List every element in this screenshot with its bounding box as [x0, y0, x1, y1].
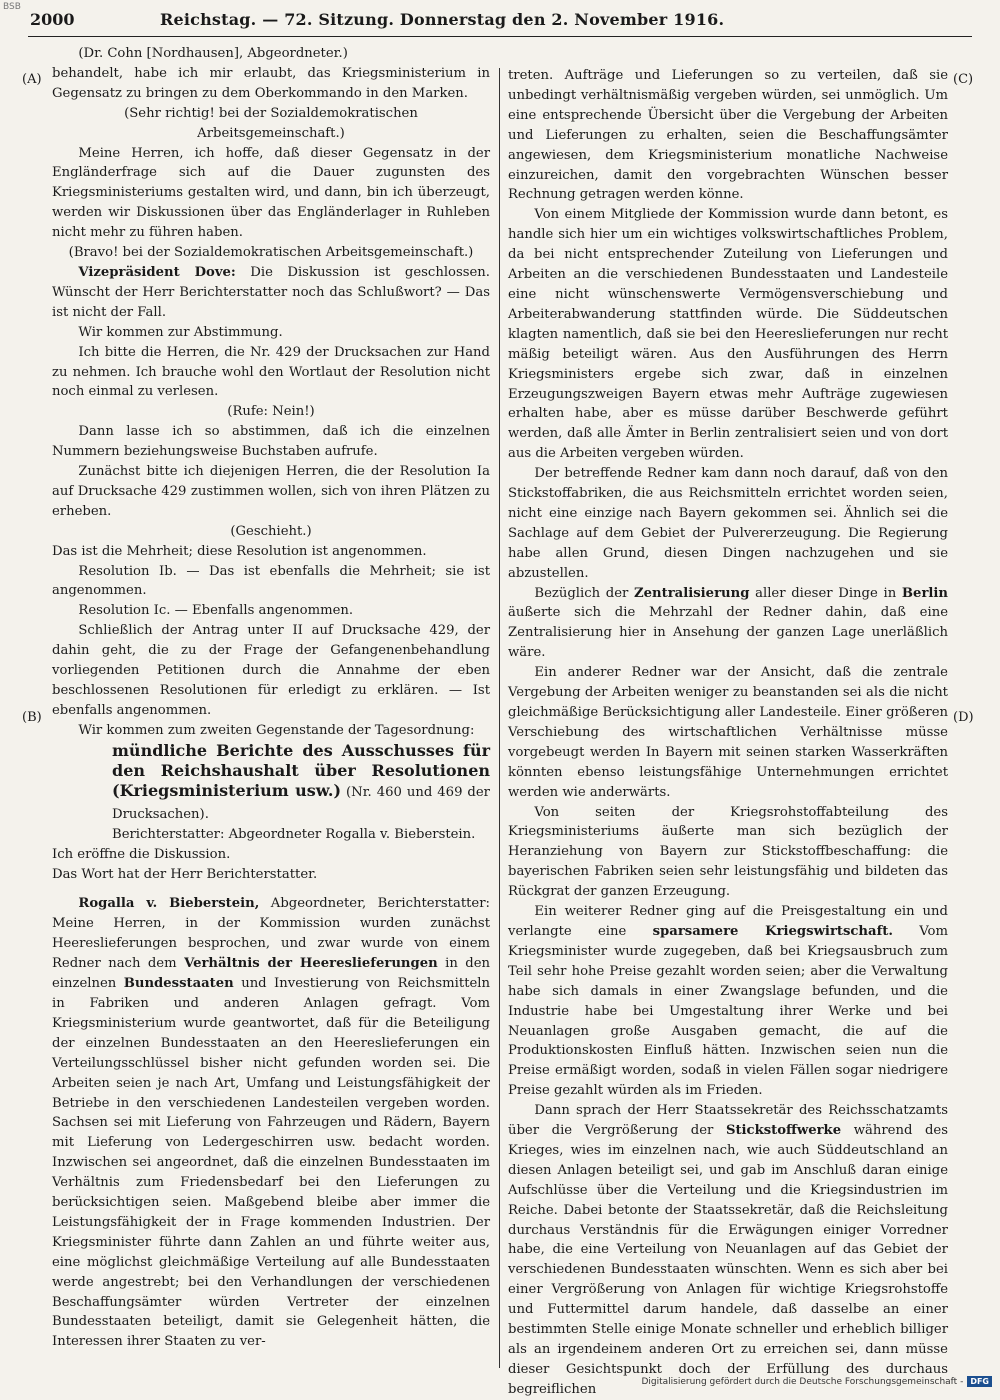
- margin-mark-d: (D): [953, 710, 974, 725]
- margin-mark-a: (A): [22, 72, 42, 87]
- footer-text: Digitalisierung gefördert durch die Deutsche Forschungsgemeinschaft -: [641, 1376, 964, 1387]
- paragraph: Wir kommen zum zweiten Gegenstande der Tagesordnung:: [78, 722, 475, 738]
- dfg-logo: DFG: [967, 1376, 992, 1387]
- paragraph: Der betreffende Redner kam dann noch darauf, daß von den Stickstoffabriken, die aus Reichsmitteln errichtet worden seien, nicht eine einzige nach Bayern gekommen sei. Ähnlich sei die Sachlage auf dem Gebiet der Pulvererzeugung. Die Regierung habe allen Grund, diesen Dingen nachzugehen und sie abzustellen.: [508, 466, 948, 581]
- page-number: 2000: [30, 10, 75, 29]
- column-divider: [499, 68, 500, 1368]
- paragraph: Resolution Ic. — Ebenfalls angenommen.: [78, 603, 354, 619]
- paragraph: Dann lasse ich so abstimmen, daß ich die einzelnen Nummern beziehungsweise Buchstaben aufrufe.: [52, 424, 490, 460]
- paragraph: Bezüglich der Zentralisierung aller dieser Dinge in Berlin äußerte sich die Mehrzahl der Redner dahin, daß eine Zentralisierung hier in Ansehung der ganzen Lage unerläßlich wäre.: [508, 585, 948, 661]
- margin-mark-b: (B): [22, 710, 42, 725]
- speaker-attribution: (Dr. Cohn [Nordhausen], Abgeordneter.): [78, 46, 348, 61]
- paragraph: Ich bitte die Herren, die Nr. 429 der Drucksachen zur Hand zu nehmen. Ich brauche wohl den Wortlaut der Resolution nicht noch einmal zu verlesen.: [52, 344, 490, 400]
- left-column: [52, 44, 490, 1352]
- paragraph: Von einem Mitgliede der Kommission wurde dann betont, es handle sich hier um ein wichtiges volkswirtschaftliches Problem, da bei nicht entsprechender Zuteilung von Lieferungen und Arbeiten an die verschiedenen Bundesstaaten und Landesteile eine nicht wünschenswerte Vermögensverschiebung und Arbeiterabwanderung stattfinden würde. Die Süddeutschen klagten namentlich, daß sie bei den Heereslieferungen nur recht mäßig beteiligt wären. Aus den Ausführungen des Herrn Kriegsministers ergebe sich zwar, daß in einzelnen Erzeugungszweigen Bayern etwas mehr Aufträge zugewiesen erhalten habe, aber es müsse darüber Beschwerde geführt werden, daß alle Ämter in Berlin zentralisiert seien und von dort aus die Arbeiten vergeben würden.: [508, 207, 948, 462]
- paragraph: Ein anderer Redner war der Ansicht, daß die zentrale Vergebung der Arbeiten weniger zu beanstanden sei als die nicht gleichmäßige Berücksichtigung aller Landesteile. Einer größeren Verschiebung des wirtschaftlichen Verhältnisse müsse vorgebeugt werden In Bayern mit seinen starken Wasserkräften könnten ebenso leistungsfähige Unternehmungen errichtet werden wie anderwärts.: [508, 665, 948, 800]
- speaker-name: Vizepräsident Dove:: [78, 264, 236, 280]
- interjection: (Rufe: Nein!): [227, 404, 315, 420]
- paragraph: Zunächst bitte ich diejenigen Herren, die der Resolution Ia auf Drucksache 429 zustimmen wollen, sich von ihren Plätzen zu erheben.: [52, 464, 490, 519]
- paragraph: Vizepräsident Dove: Die Diskussion ist geschlossen. Wünscht der Herr Berichterstatter noch das Schlußwort? — Das ist nicht der Fall.: [52, 264, 490, 320]
- paragraph: Rogalla v. Bieberstein, Abgeordneter, Berichterstatter: Meine Herren, in der Kommission wurden zunächst Heereslieferungen besprochen, und zwar wurde von einem Redner nach dem Verhältnis der Heereslieferungen in den einzelnen Bundesstaaten und Investierung von Reichsmitteln in Fabriken und anderen Anlagen gefragt. Vom Kriegsministerium wurde geantwortet, daß für die Beteiligung der einzelnen Bundesstaaten an den Heereslieferungen ein Verteilungsschlüssel bisher nicht gefunden worden sei. Die Arbeiten seien je nach Art, Umfang und Leistungsfähigkeit der Betriebe in den verschiedenen Landesteilen vergeben worden. Sachsen sei mit Lieferung von Fahrzeugen und Rädern, Bayern mit Lieferung von Ledergeschirren usw. bedacht worden. Inzwischen sei angeordnet, daß die einzelnen Bundesstaaten im Verhältnis zum Friedensbedarf bei den Lieferungen zu berücksichtigen seien. Maßgebend bleibe aber immer die Leistungsfähigkeit der in Frage kommenden Industrien. Der Kriegsminister führte dann Zahlen an und führte weiter aus, eine möglichst gleichmäßige Verteilung auf alle Bundesstaaten werde angestrebt; bei den Verhandlungen der verschiedenen Beschaffungsämter würden Vertreter der einzelnen Bundesstaaten beteiligt, damit sie Gelegenheit hätten, die Interessen ihrer Staaten zu ver-: [52, 896, 491, 1350]
- paragraph: Von seiten der Kriegsrohstoffabteilung des Kriegsministeriums äußerte man sich bezüglich der Heranziehung von Bayern zur Stickstoffbeschaffung: die bayerischen Fabriken seien sehr leistungsfähig und bildeten das Rückgrat der ganzen Erzeugung.: [508, 804, 948, 900]
- interjection: (Geschieht.): [230, 523, 312, 539]
- interjection: (Bravo! bei der Sozialdemokratischen Arbeitsgemeinschaft.): [68, 245, 474, 261]
- paragraph: Das Wort hat der Herr Berichterstatter.: [52, 866, 318, 882]
- page-title: Reichstag. — 72. Sitzung. Donnerstag den 2. November 1916.: [160, 10, 725, 29]
- paragraph: Meine Herren, ich hoffe, daß dieser Gegensatz in der Engländerfrage sich auf die Dauer zugunsten des Kriegsministeriums gestalten wird, und dann, bin ich überzeugt, werden wir Diskussionen über das Engländerlager in Ruhleben nicht mehr zu führen haben.: [52, 145, 490, 241]
- paragraph: Ich eröffne die Diskussion.: [52, 846, 231, 862]
- paragraph: Das ist die Mehrheit; diese Resolution ist angenommen.: [52, 543, 427, 559]
- paragraph: Dann sprach der Herr Staatssekretär des Reichsschatzamts über die Vergrößerung der Stickstoffwerke während des Krieges, wies im einzelnen nach, wie auch Süddeutschland an diesen Anlagen beteiligt sei, und gab im Anschluß daran einige Aufschlüsse über die Verteilung und die Kriegsindustrien im Reiche. Dabei betonte der Staatssekretär, daß die Reichsleitung durchaus Verständnis für die Erwägungen einiger Vorredner habe, die eine Verteilung von Neuanlagen auf das Gebiet der verschiedenen Bundesstaaten wünschten. Wenn es sich aber bei einer Vergrößerung von Anlagen für wichtige Kriegsrohstoffe und Futtermittel darum handele, daß dasselbe an einer bestimmten Stelle einige Monate schneller und erheblich billiger als an irgendeinem anderen Ort zu erreichen sei, dann müsse dieser Gesichtspunkt doch der Erfüllung des durchaus begreiflichen: [508, 1103, 949, 1397]
- paragraph: Ein weiterer Redner ging auf die Preisgestaltung ein und verlangte eine sparsamere Kriegswirtschaft. Vom Kriegsminister wurde zugegeben, daß bei Kriegsausbruch zum Teil sehr hohe Preise gezahlt worden seien; aber die Verwaltung habe sich damals in einer Zwangslage befunden, und die Industrie habe bei Umgestaltung ihrer Werke und bei Neuanlagen große Ausgaben gemacht, die auf die Produktionskosten Einfluß hätten. Inzwischen seien nun die Preise ermäßigt worden, sodaß in vielen Fällen sogar niedrigere Preise gezahlt würden als im Frieden.: [508, 904, 949, 1099]
- library-mark: BSB: [3, 2, 21, 12]
- interjection: (Sehr richtig! bei der Sozialdemokratischen Arbeitsgemeinschaft.): [124, 105, 418, 141]
- header-rule: [28, 36, 972, 37]
- paragraph: behandelt, habe ich mir erlaubt, das Kriegsministerium in Gegensatz zu bringen zu dem Oberkommando in den Marken.: [52, 65, 490, 101]
- speaker-name: Rogalla v. Bieberstein,: [78, 896, 260, 912]
- paragraph: treten. Aufträge und Lieferungen so zu verteilen, daß sie unbedingt verhältnismäßig vergeben würden, sei unmöglich. Um eine entsprechende Übersicht über die Vergebung der Arbeiten und Lieferungen zu erhalten, seien die Beschaffungsämter angewiesen, dem Kriegsministerium monatliche Nachweise einzureichen, damit den vorgebrachten Wünschen besser Rechnung getragen werden könne.: [508, 68, 948, 203]
- right-column: [508, 66, 948, 1400]
- rapporteur-line: Berichterstatter: Abgeordneter Rogalla v. Bieberstein.: [112, 826, 476, 842]
- paragraph: Schließlich der Antrag unter II auf Drucksache 429, der dahin geht, die zu der Frage der Gefangenenbehandlung vorliegenden Petitionen durch die Annahme der eben beschlossenen Resolutionen für erledigt zu erklären. — Ist ebenfalls angenommen.: [52, 623, 490, 718]
- margin-mark-c: (C): [953, 72, 974, 87]
- footer: [641, 1376, 992, 1387]
- agenda-item: mündliche Berichte des Ausschusses für den Reichshaushalt über Resolutionen (Kriegsministerium usw.) (Nr. 460 und 469 der Drucksachen).: [112, 740, 490, 822]
- page-header: [30, 10, 970, 32]
- paragraph: Resolution Ib. — Das ist ebenfalls die Mehrheit; sie ist angenommen.: [52, 563, 490, 599]
- paragraph: Wir kommen zur Abstimmung.: [78, 324, 283, 340]
